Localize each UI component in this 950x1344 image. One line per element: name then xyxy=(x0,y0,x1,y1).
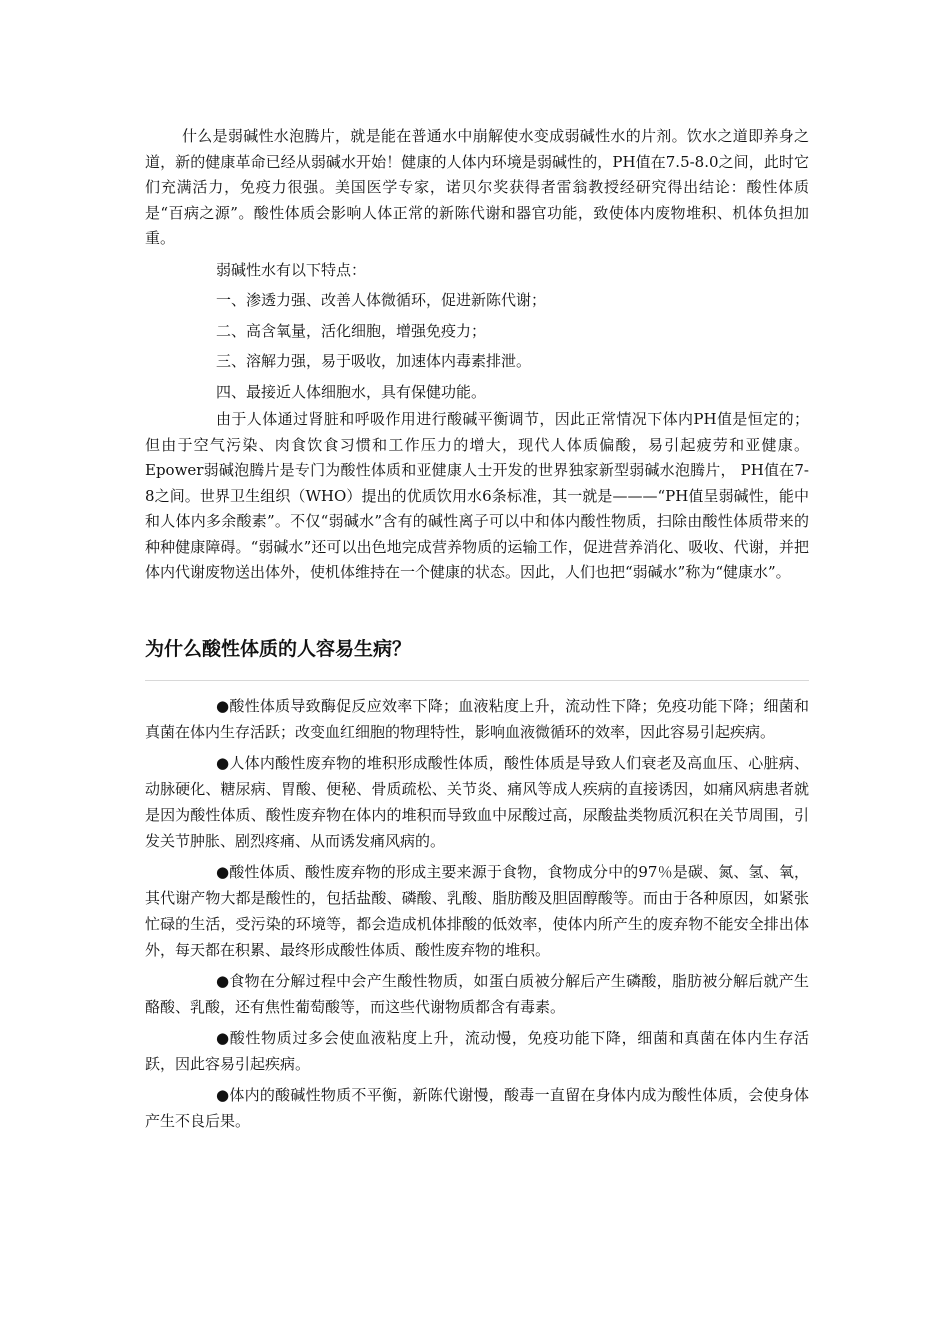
feature-item: 四、最接近人体细胞水，具有保健功能。 xyxy=(216,382,487,401)
section-divider xyxy=(145,680,809,681)
bullet-paragraph: ●体内的酸碱性物质不平衡，新陈代谢慢，酸毒一直留在身体内成为酸性体质，会使身体产生不良后果。 xyxy=(145,1085,809,1130)
bullet-paragraph: ●酸性物质过多会使血液粘度上升，流动慢，免疫功能下降，细菌和真菌在体内生存活跃，因此容易引起疾病。 xyxy=(145,1028,809,1073)
body-paragraph: 由于人体通过肾脏和呼吸作用进行酸碱平衡调节，因此正常情况下体内PH值是恒定的；但由于空气污染、肉食饮食习惯和工作压力的增大，现代人体质偏酸，易引起疲劳和亚健康。Epower弱碱泡腾片是专门为酸性体质和亚健康人士开发的世界独家新型弱碱水泡腾片， PH值在7-8之间。世界卫生组织（WHO）提出的优质饮用水6条标准，其一就是———“PH值呈弱碱性，能中和人体内多余酸素”。不仅“弱碱水”含有的碱性离子可以中和体内酸性物质，扫除由酸性体质带来的种种健康障碍。“弱碱水”还可以出色地完成营养物质的运输工作，促进营养消化、吸收、代谢，并把体内代谢废物送出体外，使机体维持在一个健康的状态。因此，人们也把“弱碱水”称为“健康水”。 xyxy=(145,410,809,581)
bullet-paragraph: ●酸性体质导致酶促反应效率下降；血液粘度上升，流动性下降；免疫功能下降；细菌和真菌在体内生存活跃；改变血红细胞的物理特性，影响血液微循环的效率，因此容易引起疾病。 xyxy=(145,696,809,741)
section-title: 为什么酸性体质的人容易生病？ xyxy=(145,637,412,660)
feature-item: 三、溶解力强，易于吸收，加速体内毒素排泄。 xyxy=(216,352,532,370)
features-list xyxy=(145,255,809,408)
bullet-paragraph: ●酸性体质、酸性废弃物的形成主要来源于食物，食物成分中的97％是碳、氮、氢、氧，其代谢产物大都是酸性的，包括盐酸、磷酸、乳酸、脂肪酸及胆固醇酸等。而由于各种原因，如紧张忙碌的生活，受污染的环境等，都会造成机体排酸的低效率，使体内所产生的废弃物不能安全排出体外，每天都在积累、最终形成酸性体质、酸性废弃物的堆积。 xyxy=(145,862,809,959)
bullet-paragraph: ●人体内酸性废弃物的堆积形成酸性体质，酸性体质是导致人们衰老及高血压、心脏病、动脉硬化、糖尿病、胃酸、便秘、骨质疏松、关节炎、痛风等成人疾病的直接诱因，如痛风病患者就是因为酸性体质、酸性废弃物在体内的堆积而导致血中尿酸过高，尿酸盐类物质沉积在关节周围，引发关节肿胀、剧烈疼痛、从而诱发痛风病的。 xyxy=(145,753,809,850)
feature-item: 一、渗透力强、改善人体微循环，促进新陈代谢； xyxy=(216,291,547,309)
document-page xyxy=(145,124,809,1139)
features-heading: 弱碱性水有以下特点： xyxy=(216,260,367,279)
bullet-paragraph: ●食物在分解过程中会产生酸性物质，如蛋白质被分解后产生磷酸，脂肪被分解后就产生酪酸、乳酸，还有焦性葡萄酸等，而这些代谢物质都含有毒素。 xyxy=(145,971,809,1016)
intro-paragraph: 什么是弱碱性水泡腾片，就是能在普通水中崩解使水变成弱碱性水的片剂。饮水之道即养身之道，新的健康革命已经从弱碱水开始！健康的人体内环境是弱碱性的，PH值在7.5-8.0之间，此时它们充满活力，免疫力很强。美国医学专家，诺贝尔奖获得者雷翁教授经研究得出结论：酸性体质是“百病之源”。酸性体质会影响人体正常的新陈代谢和器官功能，致使体内废物堆积、机体负担加重。 xyxy=(145,127,809,247)
feature-item: 二、高含氧量，活化细胞，增强免疫力； xyxy=(216,321,487,340)
